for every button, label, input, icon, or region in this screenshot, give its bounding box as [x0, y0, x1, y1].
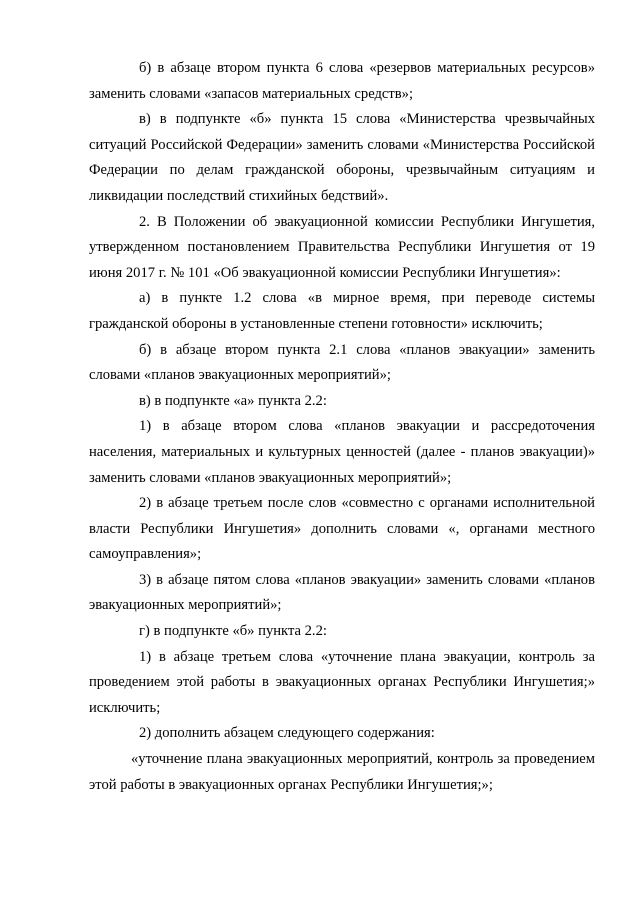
paragraph-v-3: 3) в абзаце пятом слова «планов эвакуации» заменить словами «планов эвакуационных мероприятий»; [89, 571, 595, 614]
paragraph-v-item-15: в) в подпункте «б» пункта 15 слова «Министерства чрезвычайных ситуаций Российской Федерации» заменить словами «Министерства Российской Федерации по делам гражданской обороны, чрезвычайным ситуациям и ликвидации последствий стихийных бедствий». [89, 111, 595, 204]
paragraph-g-1: 1) в абзаце третьем слова «уточнение плана эвакуации, контроль за проведением этой работы в эвакуационных органах Республики Ингушетия;» исключить; [89, 648, 595, 716]
paragraph-v-1: 1) в абзаце втором слова «планов эвакуации и рассредоточения населения, материальных и культурных ценностей (далее - планов эвакуации)» заменить словами «планов эвакуационных мероприятий»; [89, 418, 595, 486]
paragraph-a-item-1-2: а) в пункте 1.2 слова «в мирное время, при переводе системы гражданской обороны в установленные степени готовности» исключить; [89, 290, 595, 332]
paragraph-section-2: 2. В Положении об эвакуационной комиссии Республики Ингушетия, утвержденном постановлением Правительства Республики Ингушетия от 19 июня 2017 г. № 101 «Об эвакуационной комиссии Республики Ингушетия»: [89, 213, 595, 281]
document-page [89, 56, 595, 798]
paragraph-b-item-2-1: б) в абзаце втором пункта 2.1 слова «планов эвакуации» заменить словами «планов эвакуационных мероприятий»; [89, 341, 595, 384]
paragraph-g-subitem-b-2-2: г) в подпункте «б» пункта 2.2: [139, 623, 327, 640]
paragraph-b-item-6: б) в абзаце втором пункта 6 слова «резервов материальных ресурсов» заменить словами «запасов материальных средств»; [89, 60, 595, 102]
paragraph-v-subitem-a-2-2: в) в подпункте «а» пункта 2.2: [139, 392, 327, 409]
paragraph-g-2: 2) дополнить абзацем следующего содержания: [139, 725, 435, 742]
paragraph-quoted-addition: «уточнение плана эвакуационных мероприятий, контроль за проведением этой работы в эвакуационных органах Республики Ингушетия;»; [89, 751, 595, 793]
paragraph-v-2: 2) в абзаце третьем после слов «совместно с органами исполнительной власти Республики Ингушетия» дополнить словами «, органами местного самоуправления»; [89, 495, 595, 563]
